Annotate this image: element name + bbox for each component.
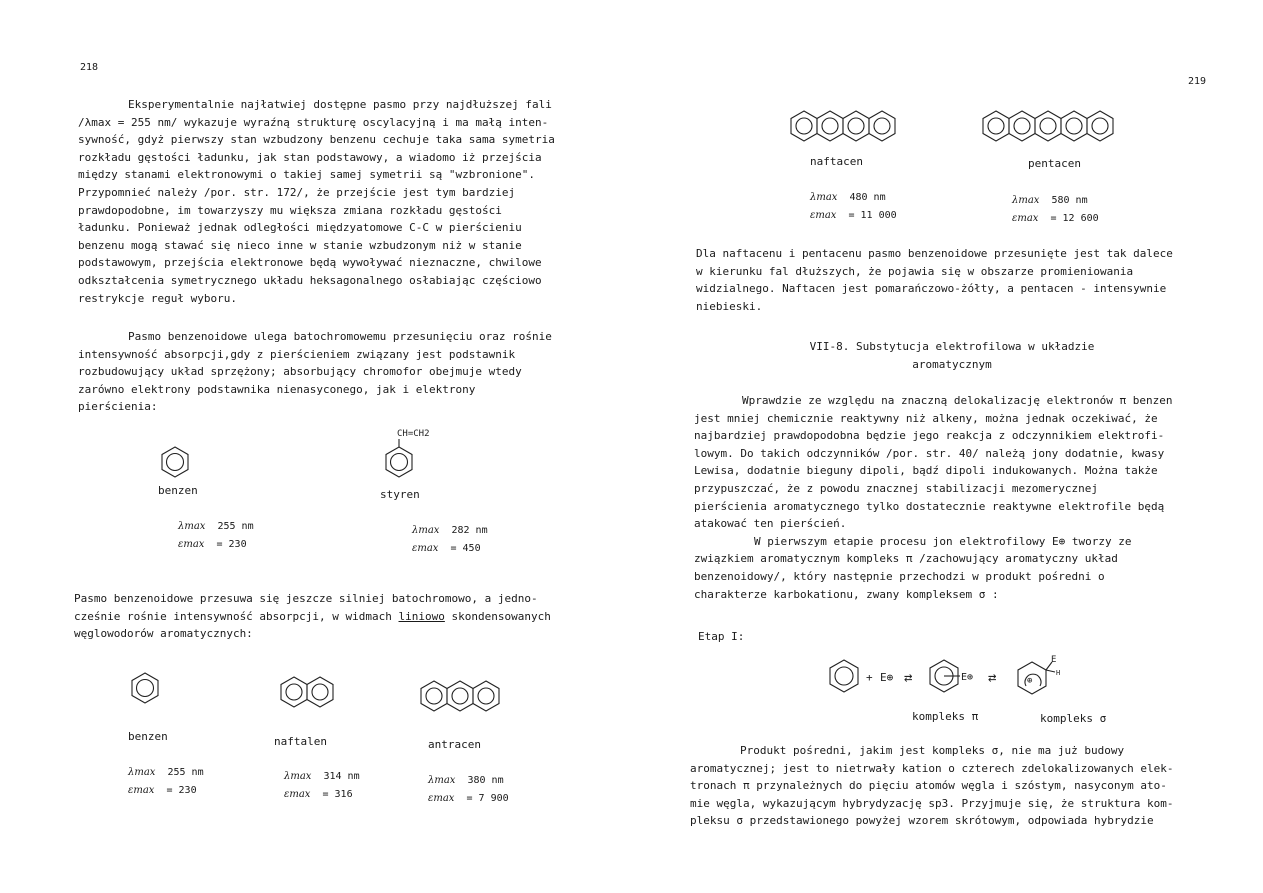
text-line: W pierwszym etapie procesu jon elektrofilowy E⊕ tworzy ze (754, 534, 1132, 548)
pi-complex-label: kompleks π (912, 710, 979, 723)
heading-line: VII-8. Substytucja elektrofilowa w układzie (809, 340, 1095, 353)
sigma-complex-E: E (1051, 655, 1057, 665)
section-heading (696, 338, 1208, 373)
text-line: pleksu σ przedstawionego powyżej wzorem skrótowym, odpowiada hybrydzie (690, 814, 1154, 828)
lambda-max-label: λmax (810, 192, 838, 203)
compound-name-naftacen: naftacen (810, 155, 863, 168)
epsilon-max-value: = 12 600 (1050, 213, 1099, 224)
sigma-complex-H: H (1056, 669, 1061, 677)
text-line: pierścienia: (78, 400, 158, 414)
benzene-ring-icon (830, 660, 858, 692)
positive-charge-icon: ⊕ (1027, 676, 1033, 686)
absorption-data-pentacen (1012, 192, 1099, 228)
compound-name-benzen: benzen (128, 730, 168, 743)
text-line: zarówno elektrony podstawnika nienasyconego, jak i elektrony (78, 382, 476, 396)
sigma-complex-label: kompleks σ (1040, 712, 1107, 725)
text-line: odkształcenia symetrycznego układu heksagonalnego osłabiając częściowo (78, 273, 542, 287)
epsilon-max-value: = 450 (450, 543, 481, 554)
epsilon-max-label: εmax (128, 785, 155, 796)
text-line: benzenoidowy/, który następnie przechodzi w produkt pośredni o (694, 569, 1105, 583)
page-number: 219 (1188, 76, 1207, 87)
absorption-data-styren (412, 522, 488, 558)
text-line: niebieski. (696, 299, 763, 313)
paragraph-3 (74, 590, 580, 643)
text-line: sywność, gdyż pierwszy stan wzbudzony benzenu cechuje taka sama symetria (78, 133, 555, 147)
absorption-data-benzen (178, 518, 254, 554)
text-line: pierścienia aromatycznego tylko dostatecznie reaktywne elektrofile będą (694, 499, 1165, 513)
text-line: benzenu mogą stawać się nieco inne w stanie wzbudzonym niż w stanie (78, 238, 522, 252)
naphthacene-structure-icon (790, 110, 898, 142)
text-line: intensywność absorpcji,gdy z pierścieniem związany jest podstawnik (78, 347, 516, 361)
text-line: Pasmo benzenoidowe ulega batochromowemu przesunięciu oraz rośnie (128, 330, 552, 343)
compound-name-pentacen: pentacen (1028, 157, 1081, 170)
compound-name-styren: styren (380, 488, 420, 501)
anthracene-structure-icon (420, 680, 502, 712)
lambda-max-label: λmax (178, 521, 206, 532)
pi-complex-structure-icon (930, 660, 973, 692)
text-line: najbardziej prawdopodobna będzie jego reakcja z odczynnikiem elektrofi- (694, 429, 1165, 443)
absorption-data-antracen (428, 772, 509, 808)
text-line: Lewisa, dodatnie bieguny dipoli, bądź dipoli indukowanych. Można także (694, 464, 1158, 478)
equilibrium-arrow-icon: ⇄ (904, 670, 913, 686)
paragraph-4 (690, 742, 1208, 830)
pi-complex-electrophile: E⊕ (961, 672, 974, 683)
text-line: Wprawdzie ze względu na znaczną delokalizację elektronów π benzen (742, 394, 1173, 407)
lambda-max-value: 255 nm (167, 767, 204, 778)
equilibrium-arrow-icon: ⇄ (988, 670, 997, 686)
lambda-max-label: λmax (284, 771, 312, 782)
lambda-max-value: 580 nm (1051, 195, 1088, 206)
lambda-max-value: 282 nm (451, 525, 488, 536)
left-page (0, 0, 631, 893)
paragraph-2 (78, 328, 578, 416)
epsilon-max-label: εmax (428, 793, 455, 804)
compound-name-antracen: antracen (428, 738, 481, 751)
sigma-complex-structure-icon (1018, 655, 1060, 694)
text-line: widzialnego. Naftacen jest pomarańczowo-żółty, a pentacen - intensywnie (696, 282, 1167, 296)
electrophile-label: E⊕ (880, 671, 894, 684)
text-line: Produkt pośredni, jakim jest kompleks σ, nie ma już budowy (740, 744, 1125, 757)
epsilon-max-label: εmax (1012, 213, 1039, 224)
compound-name-benzen: benzen (158, 484, 198, 497)
text-line: mie węgla, wykazującym hybrydyzację sp3. Przyjmuje się, że struktura kom- (690, 796, 1174, 810)
text-line: restrykcje reguł wyboru. (78, 291, 237, 305)
paragraph-2 (694, 392, 1208, 603)
text-line: Eksperymentalnie najłatwiej dostępne pasmo przy najdłuższej fali (128, 98, 552, 111)
lambda-max-value: 380 nm (467, 775, 504, 786)
text-line: Pasmo benzenoidowe przesuwa się jeszcze silniej batochromowo, a jedno- (74, 592, 538, 605)
lambda-max-label: λmax (428, 775, 456, 786)
naphthalene-structure-icon (280, 676, 336, 708)
styrene-substituent: CH=CH2 (397, 429, 430, 439)
text-line: ładunku. Ponieważ jednak odległości międzyatomowe C-C w pierścieniu (78, 221, 522, 235)
absorption-data-naftacen (810, 189, 897, 225)
text-line: rozkładu gęstości ładunku, jak stan podstawowy, a wiadomo iż przejścia (78, 150, 542, 164)
text-line: rozbudowujący układ sprzężony; absorbujący chromofor obejmuje wtedy (78, 365, 522, 379)
text-line: podstawowym, przejścia elektronowe będą wywoływać nieznaczne, chwilowe (78, 256, 542, 270)
text-fragment: cześnie rośnie intensywność absorpcji, w widmach (74, 609, 392, 623)
lambda-max-label: λmax (412, 525, 440, 536)
text-line: Dla naftacenu i pentacenu pasmo benzenoidowe przesunięte jest tak dalece (696, 247, 1173, 260)
text-line: w kierunku fal dłuższych, że pojawia się w obszarze promieniowania (696, 264, 1134, 278)
text-line: lowym. Do takich odczynników /por. str. 40/ należą jony dodatnie, kwasy (694, 446, 1165, 460)
text-line: prawdopodobne, im towarzyszy mu większa zmiana rozkładu gęstości (78, 203, 502, 217)
benzene-structure-icon (160, 446, 190, 478)
plus-sign: + (866, 671, 873, 684)
text-line (74, 608, 580, 626)
page-number: 218 (80, 62, 99, 73)
benzene-structure-icon (130, 672, 160, 704)
lambda-max-value: 480 nm (849, 192, 886, 203)
epsilon-max-value: = 316 (322, 789, 353, 800)
epsilon-max-label: εmax (810, 210, 837, 221)
epsilon-max-label: εmax (178, 539, 205, 550)
paragraph-1 (78, 96, 578, 307)
text-line: między stanami elektronowymi o takiej samej symetrii są "wzbronione". (78, 168, 535, 182)
epsilon-max-value: = 230 (216, 539, 247, 550)
underlined-word: liniowo (398, 609, 445, 623)
text-line: charakterze karbokationu, zwany kompleksem σ : (694, 587, 999, 601)
pentacene-structure-icon (982, 110, 1116, 142)
stage-label: Etap I: (698, 630, 745, 643)
lambda-max-value: 255 nm (217, 521, 254, 532)
text-line: jest mniej chemicznie reaktywny niż alkeny, można jednak oczekiwać, że (694, 411, 1158, 425)
heading-line: aromatycznym (912, 357, 992, 371)
absorption-data-naftalen (284, 768, 360, 804)
epsilon-max-label: εmax (412, 543, 439, 554)
lambda-max-value: 314 nm (323, 771, 360, 782)
right-page (632, 0, 1263, 893)
text-line: Przypomnieć należy /por. str. 172/, że przejście jest tym bardziej (78, 185, 516, 199)
text-line: /λmax = 255 nm/ wykazuje wyraźną strukturę oscylacyjną i ma małą inten- (78, 115, 549, 129)
text-line: związkiem aromatycznym kompleks π /zachowujący aromatyczny układ (694, 552, 1118, 566)
absorption-data-benzen (128, 764, 204, 800)
text-line: węglowodorów aromatycznych: (74, 627, 253, 641)
text-line: aromatycznej; jest to nietrwały kation o czterech zdelokalizowanych elek- (690, 761, 1174, 775)
text-fragment: skondensowanych (451, 609, 551, 623)
epsilon-max-value: = 7 900 (466, 793, 509, 804)
text-line: atakować ten pierścień. (694, 517, 847, 531)
epsilon-max-label: εmax (284, 789, 311, 800)
compound-name-naftalen: naftalen (274, 735, 327, 748)
text-line: tronach π przynależnych do pięciu atomów węgla i szóstym, nasyconym ato- (690, 779, 1167, 793)
epsilon-max-value: = 230 (166, 785, 197, 796)
reaction-scheme (828, 656, 1068, 696)
lambda-max-label: λmax (1012, 195, 1040, 206)
lambda-max-label: λmax (128, 767, 156, 778)
styrene-structure-icon (385, 426, 445, 486)
text-line: przypuszczać, że z powodu znacznej stabilizacji mezomerycznej (694, 481, 1098, 495)
paragraph-1 (696, 245, 1208, 315)
epsilon-max-value: = 11 000 (848, 210, 897, 221)
